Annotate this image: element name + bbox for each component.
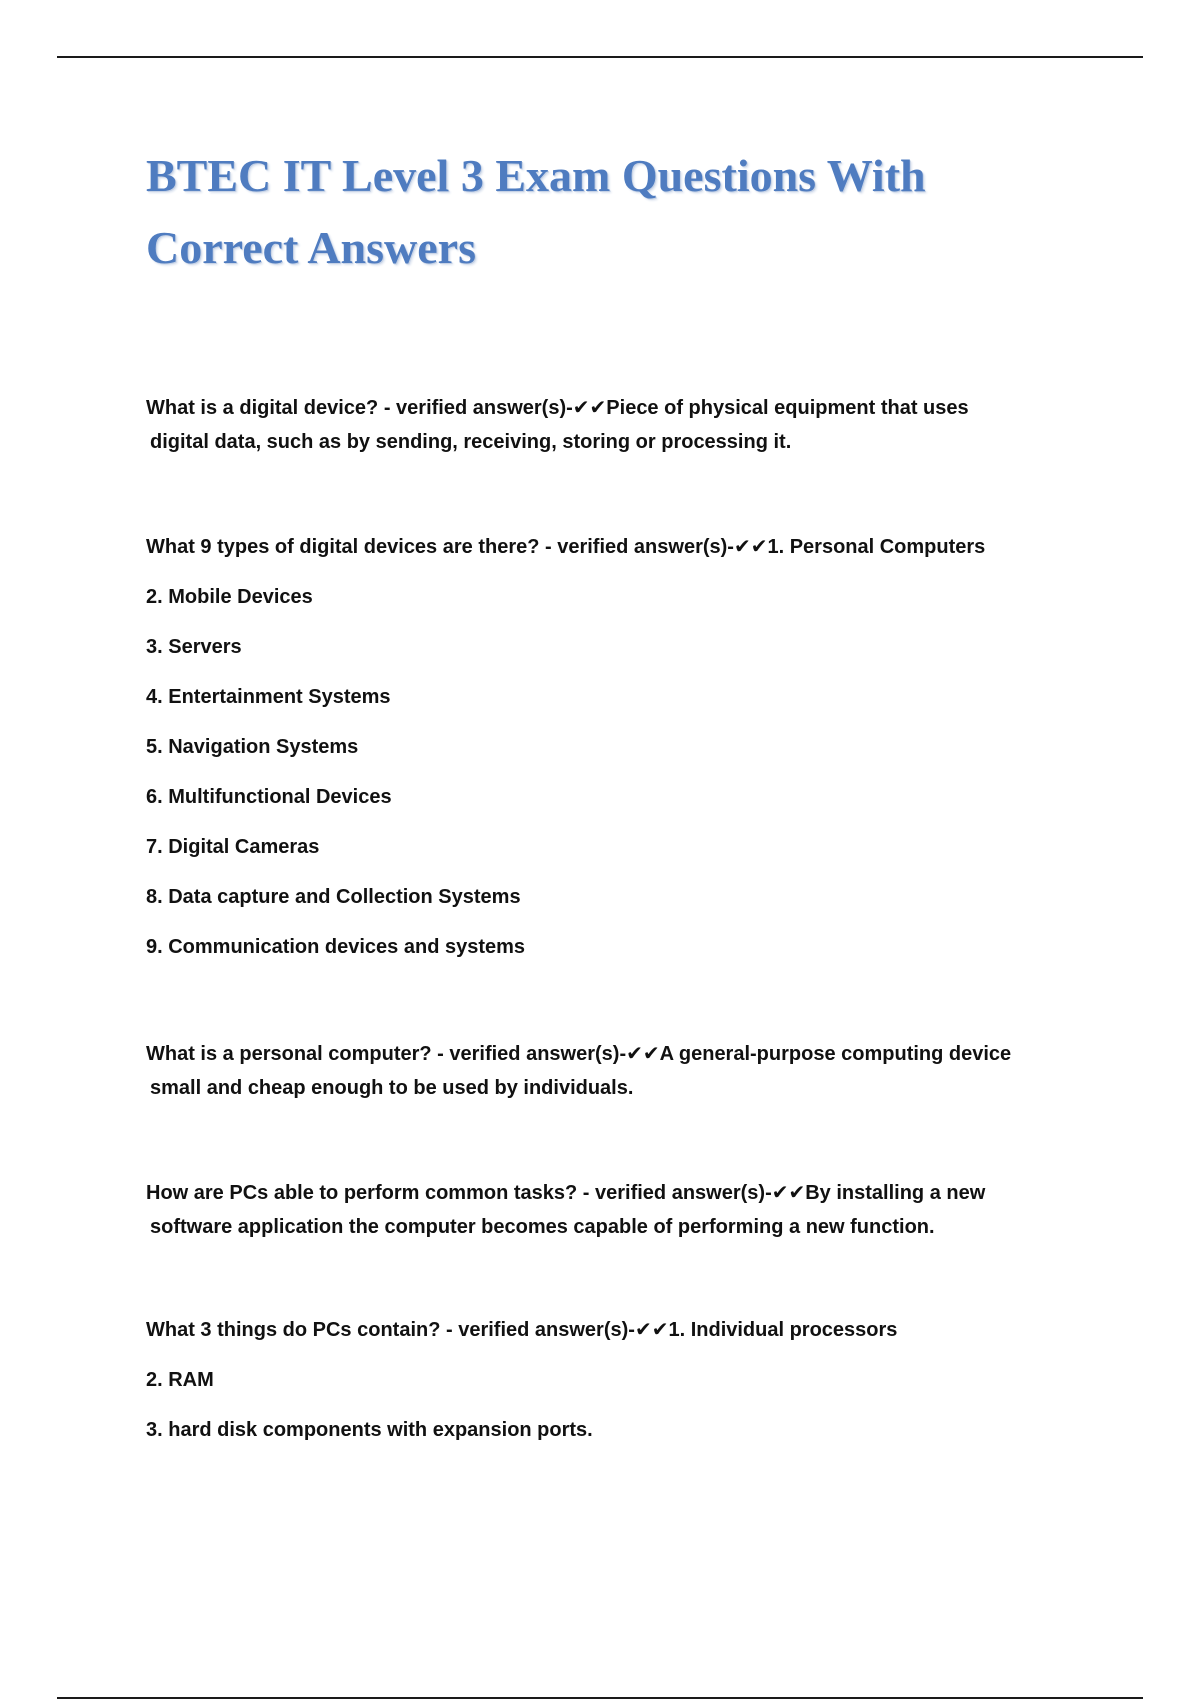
list-item: 9. Communication devices and systems — [146, 936, 526, 958]
qa-personal-computer — [146, 1037, 1086, 1105]
question-answer-line: What is a digital device? - verified answer(s)-✔✔Piece of physical equipment that uses — [146, 397, 969, 419]
list-item: 2. RAM — [146, 1369, 214, 1391]
list-item: 3. hard disk components with expansion ports. — [146, 1419, 593, 1441]
title-line-2: Correct Answers — [146, 222, 476, 273]
qa-digital-device — [146, 391, 1086, 459]
qa-pc-contents — [146, 1313, 1086, 1447]
list-item: 7. Digital Cameras — [146, 836, 320, 858]
list-item: 2. Mobile Devices — [146, 586, 313, 608]
qa-device-types — [146, 530, 1086, 964]
header-rule — [57, 56, 1143, 58]
list-item: 3. Servers — [146, 636, 242, 658]
footer-rule — [57, 1697, 1143, 1699]
question-answer-line: What 9 types of digital devices are there? - verified answer(s)-✔✔1. Personal Computers — [146, 536, 986, 558]
answer-continuation: software application the computer becomes capable of performing a new function. — [150, 1216, 935, 1238]
list-item: 8. Data capture and Collection Systems — [146, 886, 521, 908]
list-item: 4. Entertainment Systems — [146, 686, 391, 708]
list-item: 6. Multifunctional Devices — [146, 786, 392, 808]
document-title — [146, 140, 1046, 284]
question-answer-line: What 3 things do PCs contain? - verified answer(s)-✔✔1. Individual processors — [146, 1319, 898, 1341]
answer-continuation: digital data, such as by sending, receiving, storing or processing it. — [150, 431, 792, 453]
list-item: 5. Navigation Systems — [146, 736, 359, 758]
qa-common-tasks — [146, 1176, 1086, 1244]
question-answer-line: What is a personal computer? - verified answer(s)-✔✔A general-purpose computing device — [146, 1043, 1012, 1065]
title-line-1: BTEC IT Level 3 Exam Questions With — [146, 150, 926, 201]
answer-continuation: small and cheap enough to be used by individuals. — [150, 1077, 634, 1099]
question-answer-line: How are PCs able to perform common tasks? - verified answer(s)-✔✔By installing a new — [146, 1182, 986, 1204]
